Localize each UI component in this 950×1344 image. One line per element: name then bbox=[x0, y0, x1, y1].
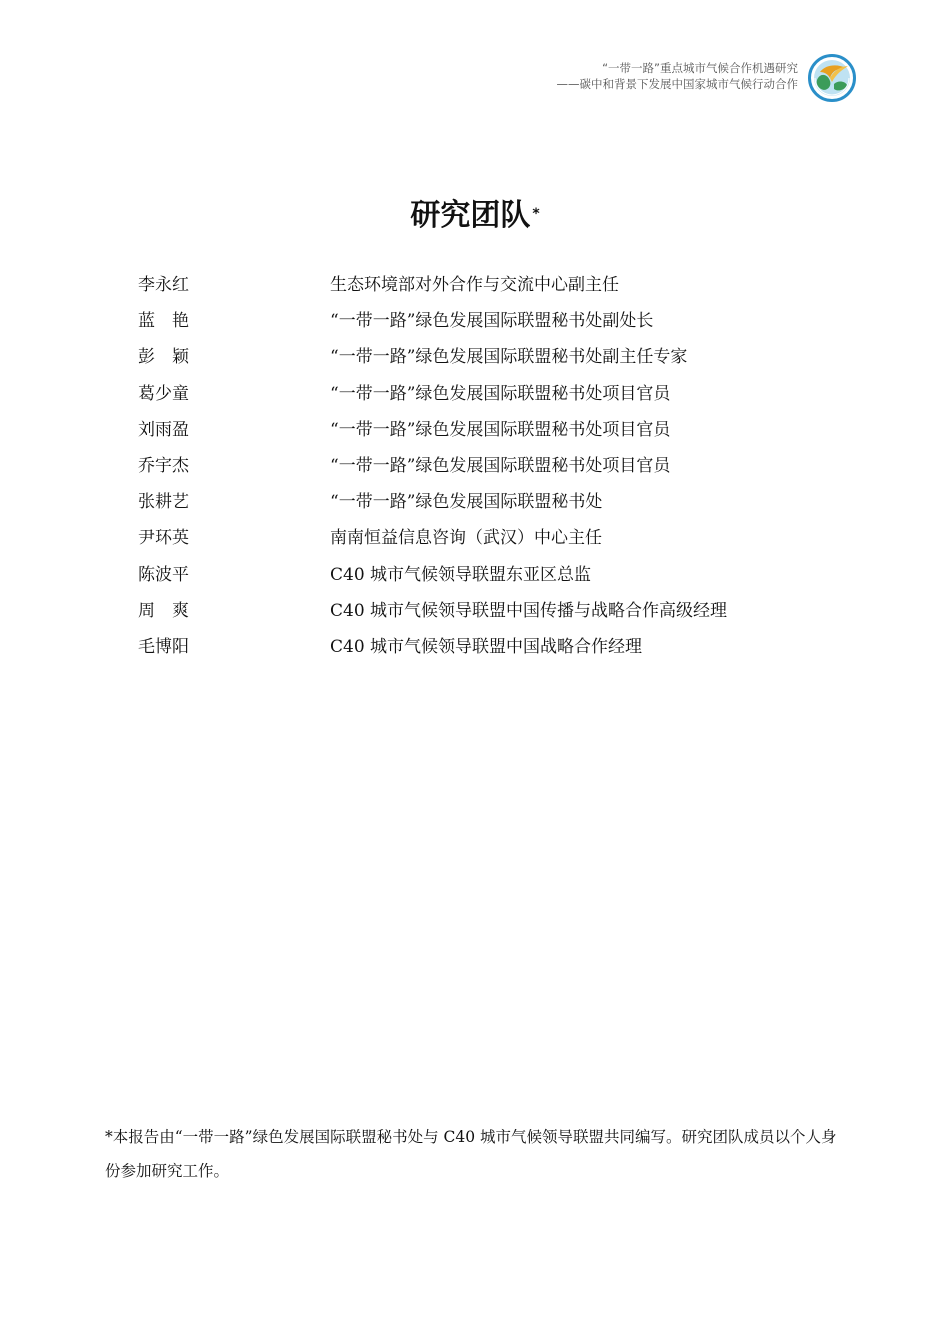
member-role: 生态环境部对外合作与交流中心副主任 bbox=[330, 275, 619, 295]
member-role: “一带一路”绿色发展国际联盟秘书处项目官员 bbox=[330, 383, 671, 404]
header-subtitle: ——碳中和背景下发展中国家城市气候行动合作 bbox=[556, 77, 798, 91]
team-member-row bbox=[0, 267, 950, 303]
member-role: C40 城市气候领导联盟中国战略合作经理 bbox=[330, 636, 643, 657]
member-role: 南南恒益信息咨询（武汉）中心主任 bbox=[330, 528, 602, 549]
team-member-row bbox=[0, 448, 950, 484]
member-role: “一带一路”绿色发展国际联盟秘书处 bbox=[330, 492, 603, 513]
member-name: 蓝 艳 bbox=[138, 311, 189, 332]
logo-graphic bbox=[808, 54, 856, 102]
footnote: *本报告由“一带一路”绿色发展国际联盟秘书处与 C40 城市气候领导联盟共同编写。研究团队成员以个人身份参加研究工作。 bbox=[105, 1128, 837, 1180]
header-title: “一带一路”重点城市气候合作机遇研究 bbox=[602, 61, 798, 75]
member-name: 尹环英 bbox=[138, 528, 189, 549]
member-name: 彭 颖 bbox=[138, 347, 189, 368]
team-member-row bbox=[0, 520, 950, 556]
member-name: 刘雨盈 bbox=[138, 419, 189, 440]
member-role: “一带一路”绿色发展国际联盟秘书处副主任专家 bbox=[330, 347, 688, 368]
member-name: 葛少童 bbox=[138, 383, 189, 404]
team-list bbox=[0, 267, 950, 665]
member-name: 李永红 bbox=[138, 275, 189, 295]
page-title bbox=[0, 196, 950, 236]
member-name: 周 爽 bbox=[138, 600, 189, 621]
team-member-row bbox=[0, 339, 950, 375]
member-name: 张耕艺 bbox=[138, 492, 189, 513]
member-role: C40 城市气候领导联盟中国传播与战略合作高级经理 bbox=[330, 600, 728, 621]
page-title-footnote-mark: * bbox=[532, 206, 540, 222]
team-member-row bbox=[0, 412, 950, 448]
member-role: “一带一路”绿色发展国际联盟秘书处副处长 bbox=[330, 311, 654, 332]
member-name: 毛博阳 bbox=[138, 636, 189, 657]
team-member-row bbox=[0, 593, 950, 629]
member-name: 陈波平 bbox=[138, 564, 189, 585]
running-header bbox=[557, 60, 799, 92]
team-member-row bbox=[0, 376, 950, 412]
team-member-row bbox=[0, 484, 950, 520]
team-member-row bbox=[0, 303, 950, 339]
page-title-text: 研究团队 bbox=[410, 198, 531, 233]
member-name: 乔宇杰 bbox=[138, 455, 189, 476]
member-role: “一带一路”绿色发展国际联盟秘书处项目官员 bbox=[330, 419, 671, 440]
bri-green-coalition-globe-logo-icon bbox=[808, 54, 856, 102]
team-member-row bbox=[0, 629, 950, 665]
member-role: C40 城市气候领导联盟东亚区总监 bbox=[330, 564, 592, 585]
team-member-row bbox=[0, 557, 950, 593]
member-role: “一带一路”绿色发展国际联盟秘书处项目官员 bbox=[330, 455, 671, 476]
